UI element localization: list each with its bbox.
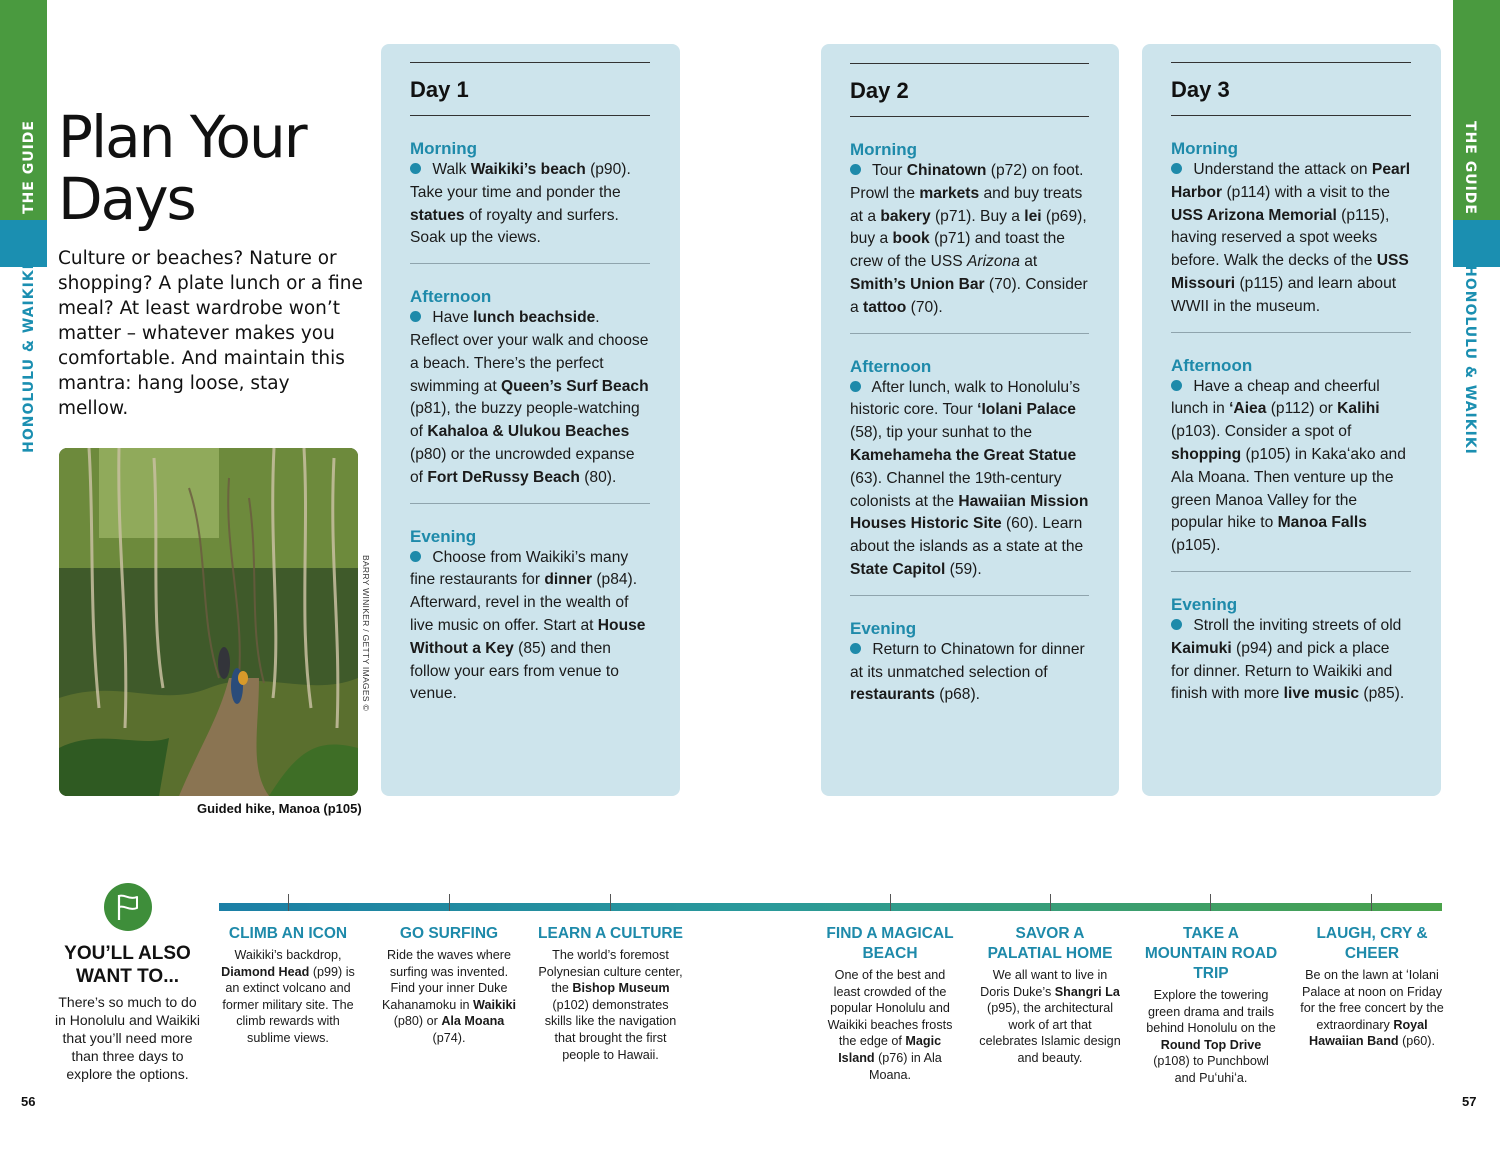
day3-title: Day 3 — [1171, 77, 1230, 102]
page-number-right: 57 — [1462, 1094, 1477, 1109]
day3-morning-label: Morning — [1171, 139, 1239, 158]
page-title-line1: Plan Your — [58, 103, 306, 171]
day3-afternoon-text: Have a cheap and cheerful lunch in ʻAiea (p112) or Kalihi (p103). Consider a spot of shopping (p105) in Kakaʻako and Ala Moana. Then venture up the green Manoa Valley for the popular hike to Manoa Falls (p105). — [1171, 377, 1406, 555]
day3-card — [1142, 44, 1441, 796]
also-text: There’s so much to do in Honolulu and Waikiki that you’ll need more than three days to explore the options. — [55, 994, 200, 1082]
bullet-dot-icon — [850, 643, 861, 654]
timeline-item-title: GO SURFING — [399, 925, 499, 942]
timeline-item-title: LEARN A CULTURE — [538, 925, 683, 942]
timeline-item-cheer — [1300, 924, 1444, 1050]
photo-credit: BARRY WINIKER / GETTY IMAGES © — [361, 554, 371, 712]
timeline-item-text: Waikiki’s backdrop, Diamond Head (p99) is an extinct volcano and former military site. The climb rewards with sublime views. — [221, 948, 355, 1045]
timeline-item-text: One of the best and least crowded of the popular Honolulu and Waikiki beaches frosts the edge of Magic Island (p76) in Ala Moana. — [827, 968, 953, 1082]
timeline-tick — [1210, 894, 1211, 911]
timeline-item-title: SAVOR A PALATIAL HOME — [987, 925, 1113, 962]
day3-afternoon-label: Afternoon — [1171, 355, 1253, 375]
bullet-dot-icon — [1171, 619, 1182, 630]
also-title-line1: YOU’LL ALSO — [64, 943, 191, 964]
day1-evening-text: Choose from Waikiki’s many fine restaurants for dinner (p84). Afterward, revel in the wealth of live music on offer. Start at House Without a Key (85) and then follow your ears from venue to venue. — [410, 548, 646, 703]
timeline-tick — [610, 894, 611, 911]
day3-evening-text: Stroll the inviting streets of old Kaimuki (p94) and pick a place for dinner. Return to Waikiki and finish with more live music (p85). — [1171, 616, 1405, 703]
timeline-item-title: CLIMB AN ICON — [228, 925, 348, 942]
day2-evening-label: Evening — [850, 618, 917, 638]
right-tab-region-marker — [1453, 220, 1500, 267]
timeline-bar — [219, 903, 1442, 911]
day1-afternoon-text: Have lunch beachside. Reflect over your walk and choose a beach. There’s the perfect swimming at Queen’s Surf Beach (p81), the buzzy people-watching of Kahaloa & Ulukou Beaches (p80) or the uncrowded expanse of Fort DeRussy Beach (80). — [410, 309, 649, 486]
bullet-dot-icon — [1171, 380, 1182, 391]
bullet-dot-icon — [850, 164, 861, 175]
day1-title: Day 1 — [410, 77, 469, 102]
bullet-dot-icon — [410, 163, 421, 174]
hike-photo — [59, 448, 358, 796]
timeline-item-title: TAKE A MOUNTAIN ROAD TRIP — [1144, 925, 1278, 982]
day3-evening-label: Evening — [1171, 594, 1238, 614]
day3-morning-text: Understand the attack on Pearl Harbor (p114) with a visit to the USS Arizona Memorial (p115), having reserved a spot weeks before. Walk the decks of the USS Missouri (p115) and learn about WWII in the museum. — [1171, 161, 1411, 315]
timeline-tick — [449, 894, 450, 911]
intro-text: Culture or beaches? Nature or shopping? A plate lunch or a fine meal? At least wardrobe won’t matter – whatever makes you comfortable. And maintain this mantra: hang loose, stay mellow. — [58, 248, 363, 419]
left-tab-region-label: HONOLULU & WAIKIKI — [21, 263, 37, 453]
right-tab-guide-label: THE GUIDE — [1462, 121, 1478, 215]
timeline-item-text: Explore the towering green drama and trails behind Honolulu on the Round Top Drive (p108) to Punchbowl and Puʻuhiʻa. — [1146, 988, 1276, 1085]
day1-morning-label: Morning — [410, 139, 478, 158]
day2-morning-text: Tour Chinatown (p72) on foot. Prowl the markets and buy treats at a bakery (p71). Buy a lei (p69), buy a book (p71) and toast the crew of the USS Arizona at Smith’s Union Bar (70). Consider a tattoo (70). — [850, 162, 1088, 316]
day2-title: Day 2 — [850, 78, 909, 103]
day1-afternoon-label: Afternoon — [410, 287, 492, 307]
timeline-item-home — [978, 924, 1122, 1067]
timeline-item-text: Be on the lawn at ʻIolani Palace at noon on Friday for the free concert by the extraordinary Royal Hawaiian Band (p60). — [1300, 968, 1444, 1049]
flag-icon — [104, 883, 152, 931]
page-number-left: 56 — [21, 1094, 36, 1109]
day1-evening-label: Evening — [410, 526, 477, 546]
timeline-item-roadtrip — [1141, 924, 1281, 1087]
right-tab-region-label: HONOLULU & WAIKIKI — [1462, 265, 1478, 455]
page-title — [58, 103, 358, 233]
left-tab-guide-label: THE GUIDE — [21, 120, 37, 214]
day2-morning-label: Morning — [850, 140, 918, 159]
timeline-item-text: We all want to live in Doris Duke’s Shangri La (p95), the architectural work of art that celebrates Islamic design and beauty. — [979, 968, 1121, 1065]
timeline-item-climb — [218, 924, 358, 1047]
day2-afternoon-text: After lunch, walk to Honolulu’s historic core. Tour ʻIolani Palace (58), tip your sunhat to the Kamehameha the Great Statue (63). Channel the 19th-century colonists at the Hawaiian Mission Houses Historic Site (60). Learn about the islands as a state at the State Capitol (59). — [850, 378, 1089, 578]
day1-card — [381, 44, 680, 796]
timeline-item-culture — [538, 924, 683, 1063]
timeline-item-beach — [822, 924, 958, 1083]
left-tab-region-marker — [0, 220, 47, 267]
timeline-tick — [288, 894, 289, 911]
timeline-item-title: LAUGH, CRY & CHEER — [1316, 925, 1428, 962]
bullet-dot-icon — [410, 311, 421, 322]
timeline-item-surfing — [379, 924, 519, 1047]
day1-morning-text: Walk Waikiki’s beach (p90). Take your time and ponder the statues of royalty and surfers. Soak up the views. — [410, 161, 631, 247]
bullet-dot-icon — [410, 551, 421, 562]
photo-caption: Guided hike, Manoa (p105) — [197, 801, 362, 816]
timeline-tick — [890, 894, 891, 911]
timeline-item-text: The world’s foremost Polynesian culture center, the Bishop Museum (p102) demonstrates skills like the navigation that brought the first people to Hawaii. — [538, 948, 683, 1062]
timeline-tick — [1050, 894, 1051, 911]
day2-evening-text: Return to Chinatown for dinner at its unmatched selection of restaurants (p68). — [850, 640, 1085, 704]
day2-card — [821, 44, 1119, 796]
timeline-tick — [1371, 894, 1372, 911]
page-title-line2: Days — [58, 165, 195, 233]
also-title — [55, 942, 200, 988]
bullet-dot-icon — [1171, 163, 1182, 174]
timeline-item-text: Ride the waves where surfing was invented. Find your inner Duke Kahanamoku in Waikiki (p80) or Ala Moana (p74). — [382, 948, 516, 1045]
day2-afternoon-label: Afternoon — [850, 356, 932, 376]
bullet-dot-icon — [850, 381, 861, 392]
timeline-item-title: FIND A MAGICAL BEACH — [826, 925, 954, 962]
also-title-line2: WANT TO... — [75, 966, 180, 987]
